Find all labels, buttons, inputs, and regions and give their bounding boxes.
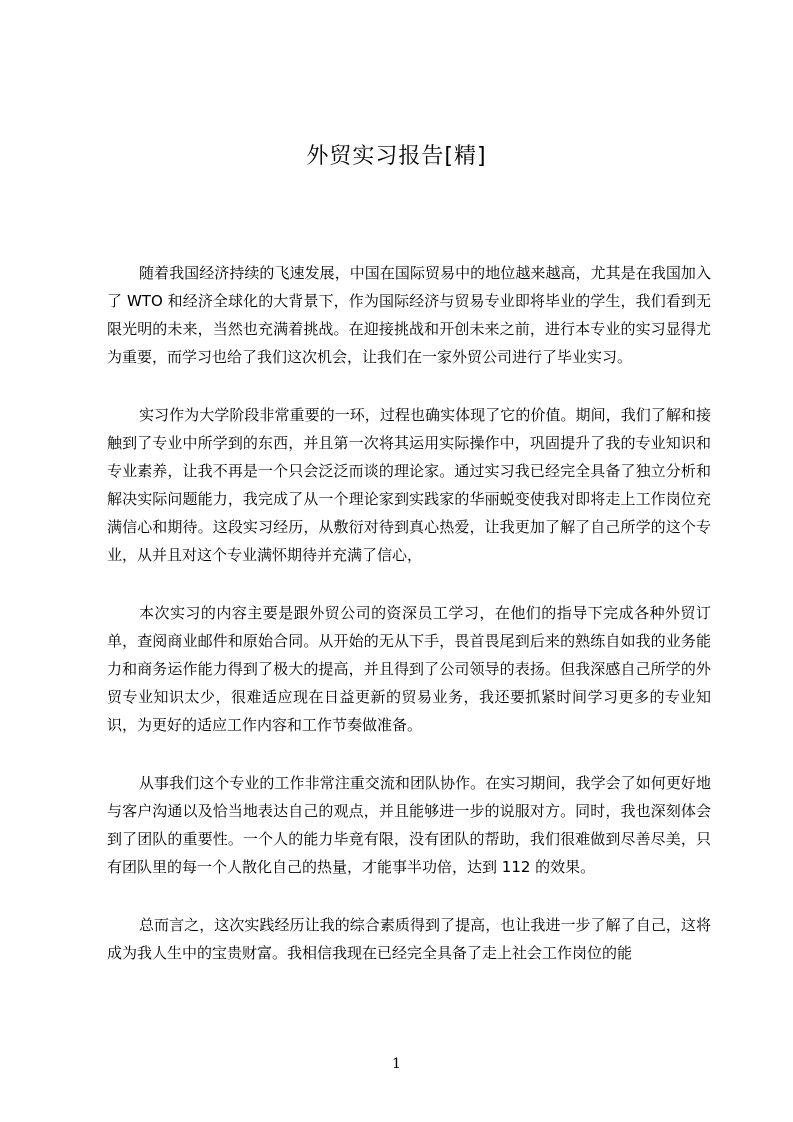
- paragraph-3: 本次实习的内容主要是跟外贸公司的资深员工学习，在他们的指导下完成各种外贸订单，查阅商业邮件和原始合同。从开始的无从下手，畏首畏尾到后来的熟练自如我的业务能力和商务运作能力得到了极大的提高，并且得到了公司领导的表扬。但我深感自己所学的外贸专业知识太少，很难适应现在日益更新的贸易业务，我还要抓紧时间学习更多的专业知识，为更好的适应工作内容和工作节奏做准备。: [107, 604, 711, 734]
- page-number: 1: [392, 1056, 401, 1072]
- paragraph-1: 随着我国经济持续的飞速发展，中国在国际贸易中的地位越来越高，尤其是在我国加入了 WTO 和经济全球化的大背景下，作为国际经济与贸易专业即将毕业的学生，我们看到无限光明的未来，当然也充满着挑战。在迎接挑战和开创未来之前，进行本专业的实习显得尤为重要，而学习也给了我们这次机会，让我们在一家外贸公司进行了毕业实习。: [107, 264, 711, 366]
- document-body: [107, 259, 711, 997]
- paragraph-4: 从事我们这个专业的工作非常注重交流和团队协作。在实习期间，我学会了如何更好地与客户沟通以及恰当地表达自己的观点，并且能够进一步的说服对方。同时，我也深刻体会到了团队的重要性。一个人的能力毕竟有限，没有团队的帮助，我们很难做到尽善尽美，只有团队里的每一个人散化自己的热量，才能事半功倍，达到 112 的效果。: [107, 774, 711, 876]
- document-title: 外贸实习报告[精]: [306, 144, 487, 169]
- paragraph-2: 实习作为大学阶段非常重要的一环，过程也确实体现了它的价值。期间，我们了解和接触到了专业中所学到的东西，并且第一次将其运用实际操作中，巩固提升了我的专业知识和专业素养，让我不再是一个只会泛泛而谈的理论家。通过实习我已经完全具备了独立分析和解决实际问题能力，我完成了从一个理论家到实践家的华丽蜕变使我对即将走上工作岗位充满信心和期待。这段实习经历，从敷衍对待到真心热爱，让我更加了解了自己所学的这个专业，从并且对这个专业满怀期待并充满了信心，: [107, 406, 711, 564]
- paragraph-5: 总而言之，这次实践经历让我的综合素质得到了提高，也让我进一步了解了自己，这将成为我人生中的宝贵财富。我相信我现在已经完全具备了走上社会工作岗位的能: [107, 916, 711, 962]
